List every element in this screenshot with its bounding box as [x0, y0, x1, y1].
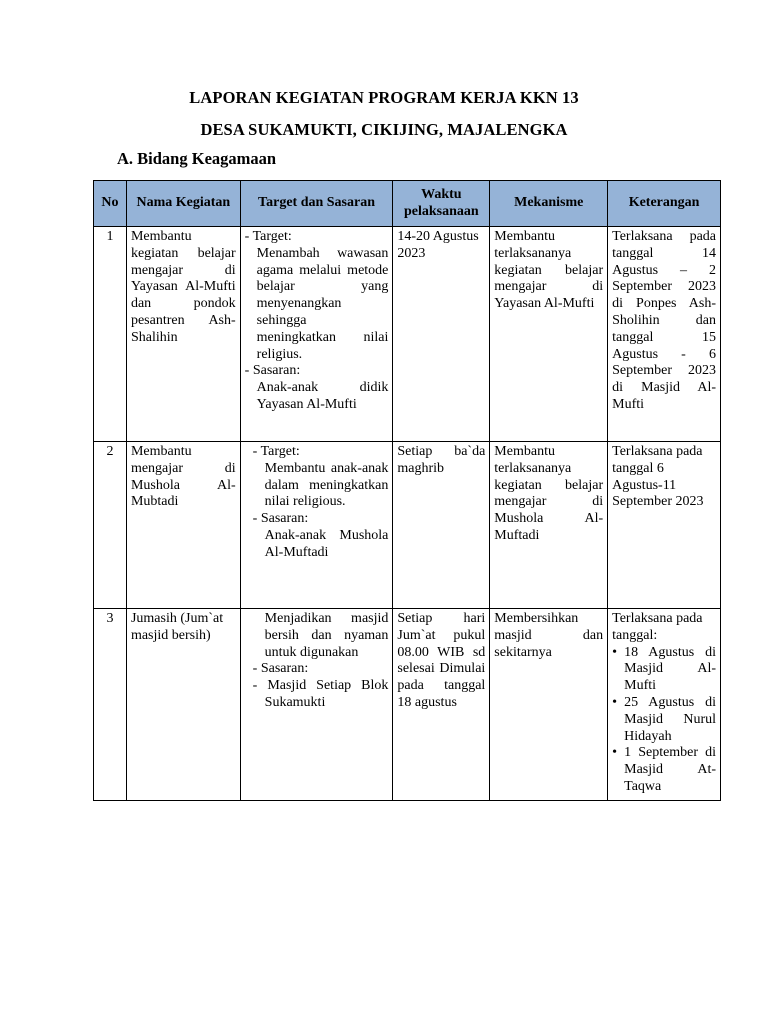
report-title: LAPORAN KEGIATAN PROGRAM KERJA KKN 13: [189, 88, 579, 107]
header-mekanisme: Mekanisme: [490, 181, 608, 227]
keterangan-cell: [608, 609, 721, 801]
sasaran-text: Anak-anak Mushola Al-Muftadi: [264, 527, 389, 560]
list-item: • 18 Agustus di Masjid Al-Mufti: [612, 645, 716, 695]
target-text: Menjadikan masjid bersih dan nyaman untuk digunakan: [264, 611, 389, 660]
activity-name: Membantu mengajar di Mushola Al-Mubtadi: [126, 442, 240, 609]
keterangan-intro: Terlaksana pada tanggal:: [612, 611, 703, 643]
row-number: 2: [94, 442, 127, 609]
sasaran-text: Anak-anak didik Yayasan Al-Mufti: [256, 380, 389, 412]
list-item: • 25 Agustus di Masjid Nurul Hidayah: [612, 695, 716, 745]
waktu-cell: Setiap hari Jum`at pukul 08.00 WIB sd selesai Dimulai pada tanggal 18 agustus: [393, 609, 490, 801]
section-heading: A. Bidang Keagamaan: [117, 149, 277, 168]
activity-name: Membantu kegiatan belajar mengajar di Yayasan Al-Mufti dan pondok pesantren Ash-Shalihin: [126, 227, 240, 442]
target-text: Menambah wawasan agama melalui metode belajar yang menyenangkan sehingga meningkatkan nilai religius.: [256, 245, 389, 362]
table-header-row: [94, 181, 721, 227]
header-nama-kegiatan: Nama Kegiatan: [126, 181, 240, 227]
keterangan-list: [612, 645, 716, 796]
target-label: - Target:: [244, 229, 292, 244]
mekanisme-cell: Membersihkan masjid dan sekitarnya: [490, 609, 608, 801]
table-row: [94, 609, 721, 801]
waktu-cell: Setiap ba`da maghrib: [393, 442, 490, 609]
row-number: 1: [94, 227, 127, 442]
header-target-sasaran: Target dan Sasaran: [240, 181, 393, 227]
mekanisme-cell: Membantu terlaksananya kegiatan belajar mengajar di Mushola Al-Muftadi: [490, 442, 608, 609]
target-label: - Target:: [252, 444, 300, 459]
header-waktu: Waktu pelaksanaan: [393, 181, 490, 227]
waktu-cell: 14-20 Agustus 2023: [393, 227, 490, 442]
mekanisme-cell: Membantu terlaksananya kegiatan belajar mengajar di Yayasan Al-Mufti: [490, 227, 608, 442]
program-table: [93, 180, 721, 801]
row-number: 3: [94, 609, 127, 801]
list-item: • 1 September di Masjid At-Taqwa: [612, 745, 716, 795]
target-text: Membantu anak-anak dalam meningkatkan nilai religious.: [264, 460, 389, 510]
table-row: [94, 227, 721, 442]
sasaran-label: - Sasaran:: [252, 511, 309, 527]
activity-name: Jumasih (Jum`at masjid bersih): [126, 609, 240, 801]
target-sasaran-cell: [240, 442, 393, 609]
keterangan-cell: Terlaksana pada tanggal 6 Agustus-11 September 2023: [608, 442, 721, 609]
sasaran-label: - Sasaran:: [244, 363, 301, 379]
header-keterangan: Keterangan: [608, 181, 721, 227]
sasaran-label: - Sasaran:: [252, 661, 309, 677]
sasaran-text: - Masjid Setiap Blok Sukamukti: [252, 678, 389, 710]
keterangan-cell: Terlaksana pada tanggal 14 Agustus – 2 September 2023 di Ponpes Ash-Sholihin dan tanggal 15 Agustus - 6 September 2023 di Masjid Al-Mufti: [608, 227, 721, 442]
table-row: [94, 442, 721, 609]
target-sasaran-cell: [240, 609, 393, 801]
header-no: No: [94, 181, 127, 227]
target-sasaran-cell: [240, 227, 393, 442]
report-subtitle: DESA SUKAMUKTI, CIKIJING, MAJALENGKA: [200, 120, 568, 139]
